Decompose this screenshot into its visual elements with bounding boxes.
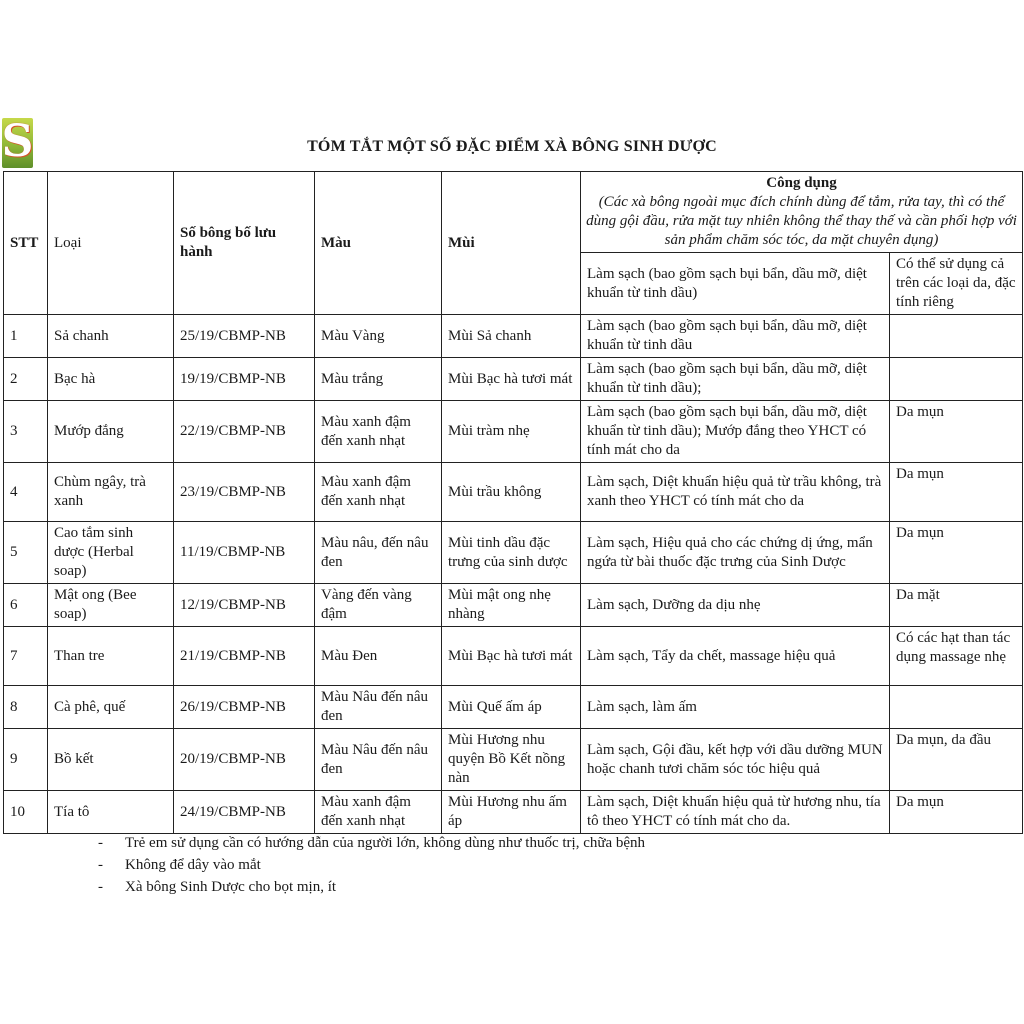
row-mau: Màu xanh đậm đến xanh nhạt: [315, 791, 442, 834]
row-loai: Mướp đắng: [48, 401, 174, 463]
header-row: [4, 172, 1023, 253]
row-loai: Bạc hà: [48, 358, 174, 401]
row-lam-sach: Làm sạch (bao gồm sạch bụi bẩn, dầu mỡ, diệt khuẩn từ tinh dầu); Mướp đắng theo YHCT có tính mát cho da: [581, 401, 890, 463]
row-mui: Mùi mật ong nhẹ nhàng: [442, 584, 581, 627]
row-stt: 6: [4, 584, 48, 627]
row-mui: Mùi Quế ấm áp: [442, 686, 581, 729]
document-title: TÓM TẮT MỘT SỐ ĐẶC ĐIỂM XÀ BÔNG SINH DƯỢC: [307, 138, 717, 155]
row-so-bong: 23/19/CBMP-NB: [174, 463, 315, 522]
row-mau: Màu Vàng: [315, 315, 442, 358]
note-dash: -: [98, 857, 103, 873]
row-dac-tinh: Da mặt: [890, 584, 1023, 627]
table-row: [4, 522, 1023, 584]
row-stt: 10: [4, 791, 48, 834]
row-so-bong: 25/19/CBMP-NB: [174, 315, 315, 358]
row-stt: 3: [4, 401, 48, 463]
logo-letter: S: [2, 118, 33, 167]
header-cong-dung-note: (Các xà bông ngoài mục đích chính dùng để tắm, rửa tay, thì có thể dùng gội đầu, rửa mặt tuy nhiên không thể thay thế và cần phối hợp với sản phẩm chăm sóc tóc, da mặt chuyên dụng): [586, 194, 1017, 248]
header-mau: Màu: [315, 172, 442, 315]
row-dac-tinh: Có các hạt than tác dụng massage nhẹ: [890, 627, 1023, 686]
row-loai: Bồ kết: [48, 729, 174, 791]
row-lam-sach: Làm sạch, Gội đầu, kết hợp với dầu dưỡng MUN hoặc chanh tươi chăm sóc tóc hiệu quả: [581, 729, 890, 791]
row-stt: 5: [4, 522, 48, 584]
row-dac-tinh: Da mụn: [890, 791, 1023, 834]
header-cong-dung-title: Công dụng: [766, 175, 837, 191]
header-so-bong: Số bông bố lưu hành: [174, 172, 315, 315]
header-mui: Mùi: [442, 172, 581, 315]
row-loai: Sả chanh: [48, 315, 174, 358]
row-dac-tinh: Da mụn, da đầu: [890, 729, 1023, 791]
soap-characteristics-table: [3, 171, 1023, 834]
row-so-bong: 11/19/CBMP-NB: [174, 522, 315, 584]
subheader-lam-sach: Làm sạch (bao gồm sạch bụi bẩn, dầu mỡ, diệt khuẩn từ tinh dầu): [581, 253, 890, 315]
row-dac-tinh: [890, 315, 1023, 358]
row-mui: Mùi tràm nhẹ: [442, 401, 581, 463]
note-dash: -: [98, 879, 103, 895]
note-text: Trẻ em sử dụng cần có hướng dẫn của người lớn, không dùng như thuốc trị, chữa bệnh: [125, 835, 646, 851]
row-lam-sach: Làm sạch, làm ấm: [581, 686, 890, 729]
row-loai: Chùm ngây, trà xanh: [48, 463, 174, 522]
table-body: [4, 315, 1023, 834]
row-stt: 8: [4, 686, 48, 729]
row-stt: 4: [4, 463, 48, 522]
row-so-bong: 12/19/CBMP-NB: [174, 584, 315, 627]
row-so-bong: 19/19/CBMP-NB: [174, 358, 315, 401]
table-row: [4, 686, 1023, 729]
header-cong-dung: [581, 172, 1023, 253]
row-lam-sach: Làm sạch, Hiệu quả cho các chứng dị ứng, mẩn ngứa từ bài thuốc đặc trưng của Sinh Dược: [581, 522, 890, 584]
row-mau: Màu xanh đậm đến xanh nhạt: [315, 401, 442, 463]
row-stt: 9: [4, 729, 48, 791]
row-mau: Màu xanh đậm đến xanh nhạt: [315, 463, 442, 522]
subheader-dac-tinh: Có thể sử dụng cả trên các loại da, đặc tính riêng: [890, 253, 1023, 315]
row-loai: Mật ong (Bee soap): [48, 584, 174, 627]
row-mui: Mùi Hương nhu quyện Bồ Kết nồng nàn: [442, 729, 581, 791]
row-loai: Tía tô: [48, 791, 174, 834]
note-text: Không để dây vào mắt: [125, 857, 261, 873]
table-row: [4, 315, 1023, 358]
row-so-bong: 21/19/CBMP-NB: [174, 627, 315, 686]
row-stt: 2: [4, 358, 48, 401]
row-mui: Mùi Hương nhu ấm áp: [442, 791, 581, 834]
row-mau: Màu Nâu đến nâu đen: [315, 686, 442, 729]
table-row: [4, 791, 1023, 834]
row-dac-tinh: Da mụn: [890, 522, 1023, 584]
row-so-bong: 26/19/CBMP-NB: [174, 686, 315, 729]
table-row: [4, 729, 1023, 791]
row-mau: Màu Nâu đến nâu đen: [315, 729, 442, 791]
row-lam-sach: Làm sạch, Diệt khuẩn hiệu quả từ trầu không, trà xanh theo YHCT có tính mát cho da: [581, 463, 890, 522]
row-mau: Vàng đến vàng đậm: [315, 584, 442, 627]
row-stt: 1: [4, 315, 48, 358]
table-row: [4, 463, 1023, 522]
row-mau: Màu Đen: [315, 627, 442, 686]
table-row: [4, 401, 1023, 463]
row-so-bong: 24/19/CBMP-NB: [174, 791, 315, 834]
row-loai: Cao tắm sinh dược (Herbal soap): [48, 522, 174, 584]
row-stt: 7: [4, 627, 48, 686]
table-row: [4, 627, 1023, 686]
row-dac-tinh: [890, 358, 1023, 401]
row-mau: Màu nâu, đến nâu đen: [315, 522, 442, 584]
row-lam-sach: Làm sạch, Dưỡng da dịu nhẹ: [581, 584, 890, 627]
row-so-bong: 22/19/CBMP-NB: [174, 401, 315, 463]
note-item: [98, 854, 645, 876]
row-loai: Than tre: [48, 627, 174, 686]
row-loai: Cà phê, quế: [48, 686, 174, 729]
row-dac-tinh: [890, 686, 1023, 729]
row-mui: Mùi tinh dầu đặc trưng của sinh dược: [442, 522, 581, 584]
note-item: [98, 876, 645, 898]
row-lam-sach: Làm sạch (bao gồm sạch bụi bẩn, dầu mỡ, diệt khuẩn từ tinh dầu);: [581, 358, 890, 401]
note-text: Xà bông Sinh Dược cho bọt mịn, ít: [125, 879, 337, 895]
row-so-bong: 20/19/CBMP-NB: [174, 729, 315, 791]
row-dac-tinh: Da mụn: [890, 401, 1023, 463]
row-mui: Mùi trầu không: [442, 463, 581, 522]
header-stt: STT: [4, 172, 48, 315]
row-lam-sach: Làm sạch, Diệt khuẩn hiệu quả từ hương nhu, tía tô theo YHCT có tính mát cho da.: [581, 791, 890, 834]
row-mui: Mùi Bạc hà tươi mát: [442, 358, 581, 401]
row-lam-sach: Làm sạch (bao gồm sạch bụi bẩn, dầu mỡ, diệt khuẩn từ tinh dầu: [581, 315, 890, 358]
table-row: [4, 358, 1023, 401]
row-mui: Mùi Bạc hà tươi mát: [442, 627, 581, 686]
row-lam-sach: Làm sạch, Tẩy da chết, massage hiệu quả: [581, 627, 890, 686]
note-item: [98, 832, 645, 854]
note-dash: -: [98, 835, 103, 851]
table-row: [4, 584, 1023, 627]
row-dac-tinh: Da mụn: [890, 463, 1023, 522]
row-mau: Màu trắng: [315, 358, 442, 401]
header-loai: Loại: [48, 172, 174, 315]
notes-list: [98, 832, 645, 898]
row-mui: Mùi Sả chanh: [442, 315, 581, 358]
